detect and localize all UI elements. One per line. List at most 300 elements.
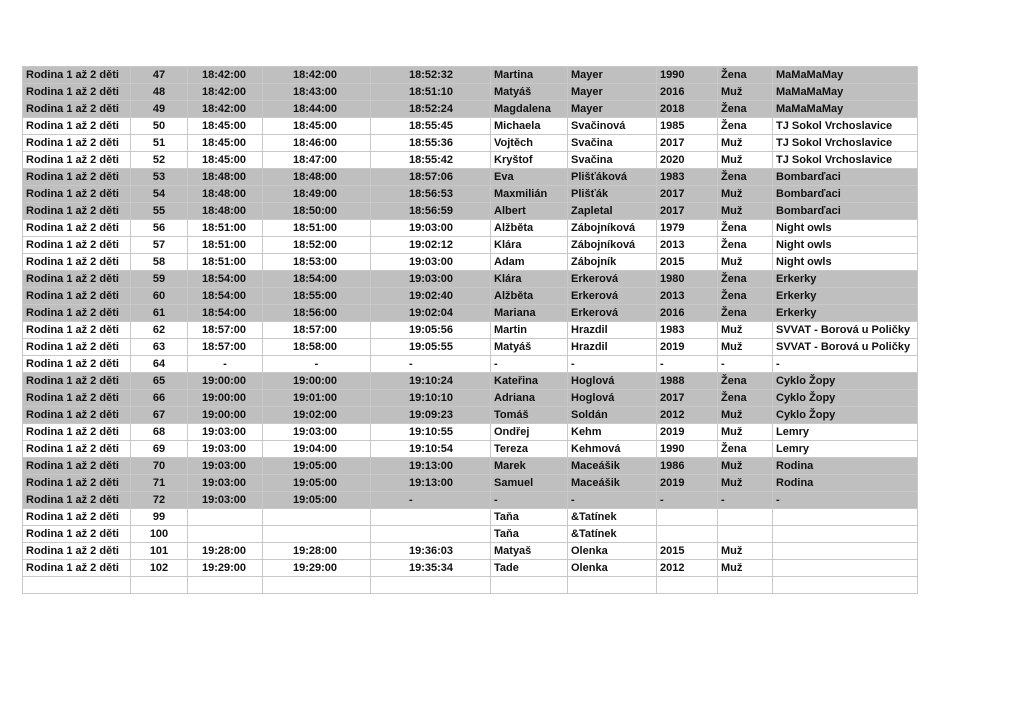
table-row bbox=[23, 84, 918, 101]
start-time-cell: 18:51:00 bbox=[188, 237, 263, 254]
birth-year-cell: 2017 bbox=[657, 186, 718, 203]
finish-time-cell: 19:02:12 bbox=[371, 237, 491, 254]
first-name-cell: Marek bbox=[491, 458, 568, 475]
category-cell: Rodina 1 až 2 děti bbox=[23, 424, 131, 441]
last-name-cell: Plišťáková bbox=[568, 169, 657, 186]
first-name-cell: - bbox=[491, 492, 568, 509]
first-name-cell: Matyaš bbox=[491, 543, 568, 560]
finish-time-cell: 19:10:54 bbox=[371, 441, 491, 458]
results-table-body bbox=[23, 67, 918, 594]
gender-cell: Muž bbox=[718, 254, 773, 271]
start-time-cell: 18:51:00 bbox=[188, 254, 263, 271]
birth-year-cell: 2017 bbox=[657, 390, 718, 407]
birth-year-cell: 2017 bbox=[657, 203, 718, 220]
category-cell: Rodina 1 až 2 děti bbox=[23, 220, 131, 237]
team-cell: Bombarďaci bbox=[773, 186, 918, 203]
category-cell: Rodina 1 až 2 děti bbox=[23, 203, 131, 220]
team-cell: MaMaMaMay bbox=[773, 84, 918, 101]
team-cell: Night owls bbox=[773, 220, 918, 237]
finish-time-cell: 18:55:36 bbox=[371, 135, 491, 152]
team-cell: Cyklo Žopy bbox=[773, 390, 918, 407]
bib-number-cell: 52 bbox=[131, 152, 188, 169]
birth-year-cell: 2019 bbox=[657, 339, 718, 356]
gender-cell: Žena bbox=[718, 373, 773, 390]
table-row bbox=[23, 135, 918, 152]
table-row bbox=[23, 101, 918, 118]
start-time-cell: 19:00:00 bbox=[188, 390, 263, 407]
actual-start-cell: 19:05:00 bbox=[263, 458, 371, 475]
last-name-cell: Zapletal bbox=[568, 203, 657, 220]
bib-number-cell: 59 bbox=[131, 271, 188, 288]
last-name-cell: Kehm bbox=[568, 424, 657, 441]
first-name-cell: Klára bbox=[491, 271, 568, 288]
gender-cell: Žena bbox=[718, 118, 773, 135]
first-name-cell: Vojtěch bbox=[491, 135, 568, 152]
finish-time-cell: 19:03:00 bbox=[371, 220, 491, 237]
table-row bbox=[23, 475, 918, 492]
category-cell: Rodina 1 až 2 děti bbox=[23, 322, 131, 339]
bib-number-cell: 49 bbox=[131, 101, 188, 118]
category-cell: Rodina 1 až 2 děti bbox=[23, 356, 131, 373]
gender-cell: Muž bbox=[718, 475, 773, 492]
category-cell: Rodina 1 až 2 děti bbox=[23, 543, 131, 560]
table-row bbox=[23, 458, 918, 475]
start-time-cell bbox=[188, 509, 263, 526]
category-cell: Rodina 1 až 2 děti bbox=[23, 339, 131, 356]
start-time-cell: 18:42:00 bbox=[188, 67, 263, 84]
team-cell: Night owls bbox=[773, 254, 918, 271]
bib-number-cell: 53 bbox=[131, 169, 188, 186]
table-row bbox=[23, 254, 918, 271]
team-cell bbox=[773, 543, 918, 560]
finish-time-cell: - bbox=[371, 492, 491, 509]
team-cell bbox=[773, 577, 918, 594]
actual-start-cell bbox=[263, 526, 371, 543]
finish-time-cell: 19:13:00 bbox=[371, 475, 491, 492]
first-name-cell: Klára bbox=[491, 237, 568, 254]
first-name-cell: Taňa bbox=[491, 509, 568, 526]
table-row bbox=[23, 203, 918, 220]
bib-number-cell: 62 bbox=[131, 322, 188, 339]
last-name-cell: Erkerová bbox=[568, 271, 657, 288]
last-name-cell: Hoglová bbox=[568, 390, 657, 407]
table-row bbox=[23, 441, 918, 458]
bib-number-cell: 63 bbox=[131, 339, 188, 356]
bib-number-cell: 65 bbox=[131, 373, 188, 390]
actual-start-cell: 18:55:00 bbox=[263, 288, 371, 305]
first-name-cell: Martin bbox=[491, 322, 568, 339]
gender-cell: - bbox=[718, 356, 773, 373]
category-cell: Rodina 1 až 2 děti bbox=[23, 186, 131, 203]
team-cell: SVVAT - Borová u Poličky bbox=[773, 322, 918, 339]
team-cell: Cyklo Žopy bbox=[773, 373, 918, 390]
first-name-cell: Albert bbox=[491, 203, 568, 220]
gender-cell: Žena bbox=[718, 305, 773, 322]
results-table bbox=[22, 66, 918, 594]
category-cell: Rodina 1 až 2 děti bbox=[23, 390, 131, 407]
birth-year-cell bbox=[657, 509, 718, 526]
finish-time-cell: 18:55:45 bbox=[371, 118, 491, 135]
finish-time-cell: 19:03:00 bbox=[371, 271, 491, 288]
category-cell: Rodina 1 až 2 děti bbox=[23, 67, 131, 84]
actual-start-cell: 19:01:00 bbox=[263, 390, 371, 407]
table-row bbox=[23, 67, 918, 84]
birth-year-cell: 2019 bbox=[657, 424, 718, 441]
finish-time-cell: 19:09:23 bbox=[371, 407, 491, 424]
table-row bbox=[23, 373, 918, 390]
table-row bbox=[23, 186, 918, 203]
team-cell: Bombarďaci bbox=[773, 169, 918, 186]
last-name-cell: Svačina bbox=[568, 152, 657, 169]
category-cell: Rodina 1 až 2 děti bbox=[23, 305, 131, 322]
bib-number-cell: 48 bbox=[131, 84, 188, 101]
category-cell: Rodina 1 až 2 děti bbox=[23, 441, 131, 458]
start-time-cell: 19:00:00 bbox=[188, 407, 263, 424]
last-name-cell: Mayer bbox=[568, 101, 657, 118]
gender-cell: - bbox=[718, 492, 773, 509]
gender-cell: Muž bbox=[718, 186, 773, 203]
bib-number-cell: 50 bbox=[131, 118, 188, 135]
bib-number-cell: 51 bbox=[131, 135, 188, 152]
birth-year-cell: 1979 bbox=[657, 220, 718, 237]
bib-number-cell: 55 bbox=[131, 203, 188, 220]
birth-year-cell: 2013 bbox=[657, 237, 718, 254]
start-time-cell: 18:54:00 bbox=[188, 288, 263, 305]
finish-time-cell: 19:13:00 bbox=[371, 458, 491, 475]
birth-year-cell: 1983 bbox=[657, 322, 718, 339]
finish-time-cell: 19:05:56 bbox=[371, 322, 491, 339]
gender-cell: Muž bbox=[718, 543, 773, 560]
category-cell: Rodina 1 až 2 děti bbox=[23, 237, 131, 254]
start-time-cell bbox=[188, 526, 263, 543]
category-cell: Rodina 1 až 2 děti bbox=[23, 526, 131, 543]
start-time-cell: 18:48:00 bbox=[188, 169, 263, 186]
gender-cell: Muž bbox=[718, 407, 773, 424]
birth-year-cell: 2016 bbox=[657, 84, 718, 101]
first-name-cell: Alžběta bbox=[491, 288, 568, 305]
finish-time-cell: 19:10:10 bbox=[371, 390, 491, 407]
last-name-cell: Soldán bbox=[568, 407, 657, 424]
team-cell: TJ Sokol Vrchoslavice bbox=[773, 152, 918, 169]
table-row bbox=[23, 339, 918, 356]
start-time-cell: 18:48:00 bbox=[188, 186, 263, 203]
finish-time-cell bbox=[371, 526, 491, 543]
team-cell: Lemry bbox=[773, 441, 918, 458]
table-row bbox=[23, 118, 918, 135]
bib-number-cell: 101 bbox=[131, 543, 188, 560]
gender-cell: Žena bbox=[718, 220, 773, 237]
last-name-cell: Hoglová bbox=[568, 373, 657, 390]
actual-start-cell: 18:47:00 bbox=[263, 152, 371, 169]
last-name-cell: Kehmová bbox=[568, 441, 657, 458]
birth-year-cell: 2015 bbox=[657, 543, 718, 560]
category-cell: Rodina 1 až 2 děti bbox=[23, 101, 131, 118]
finish-time-cell: 19:10:55 bbox=[371, 424, 491, 441]
start-time-cell: 18:54:00 bbox=[188, 271, 263, 288]
table-row bbox=[23, 560, 918, 577]
bib-number-cell: 66 bbox=[131, 390, 188, 407]
first-name-cell: Alžběta bbox=[491, 220, 568, 237]
last-name-cell: Maceášik bbox=[568, 458, 657, 475]
finish-time-cell: 18:52:24 bbox=[371, 101, 491, 118]
team-cell: Erkerky bbox=[773, 305, 918, 322]
start-time-cell: 18:42:00 bbox=[188, 84, 263, 101]
category-cell: Rodina 1 až 2 děti bbox=[23, 475, 131, 492]
finish-time-cell bbox=[371, 509, 491, 526]
team-cell bbox=[773, 526, 918, 543]
category-cell: Rodina 1 až 2 děti bbox=[23, 288, 131, 305]
gender-cell bbox=[718, 509, 773, 526]
bib-number-cell: 64 bbox=[131, 356, 188, 373]
actual-start-cell: 18:53:00 bbox=[263, 254, 371, 271]
table-row bbox=[23, 492, 918, 509]
gender-cell: Muž bbox=[718, 339, 773, 356]
team-cell: Bombarďaci bbox=[773, 203, 918, 220]
first-name-cell: Tomáš bbox=[491, 407, 568, 424]
first-name-cell: Adam bbox=[491, 254, 568, 271]
team-cell: Cyklo Žopy bbox=[773, 407, 918, 424]
gender-cell: Muž bbox=[718, 560, 773, 577]
gender-cell: Žena bbox=[718, 67, 773, 84]
table-row bbox=[23, 220, 918, 237]
last-name-cell: Svačinová bbox=[568, 118, 657, 135]
team-cell: Erkerky bbox=[773, 288, 918, 305]
finish-time-cell: 19:02:40 bbox=[371, 288, 491, 305]
category-cell bbox=[23, 577, 131, 594]
bib-number-cell: 72 bbox=[131, 492, 188, 509]
birth-year-cell: 1980 bbox=[657, 271, 718, 288]
gender-cell: Muž bbox=[718, 203, 773, 220]
gender-cell: Žena bbox=[718, 101, 773, 118]
actual-start-cell: 18:56:00 bbox=[263, 305, 371, 322]
finish-time-cell: 18:55:42 bbox=[371, 152, 491, 169]
bib-number-cell: 69 bbox=[131, 441, 188, 458]
finish-time-cell: 18:51:10 bbox=[371, 84, 491, 101]
first-name-cell: Mariana bbox=[491, 305, 568, 322]
birth-year-cell: 1986 bbox=[657, 458, 718, 475]
start-time-cell: 19:29:00 bbox=[188, 560, 263, 577]
first-name-cell: Matyáš bbox=[491, 84, 568, 101]
birth-year-cell: 1988 bbox=[657, 373, 718, 390]
team-cell: - bbox=[773, 356, 918, 373]
gender-cell: Žena bbox=[718, 288, 773, 305]
team-cell: - bbox=[773, 492, 918, 509]
table-row bbox=[23, 322, 918, 339]
actual-start-cell: 18:58:00 bbox=[263, 339, 371, 356]
gender-cell: Muž bbox=[718, 458, 773, 475]
gender-cell: Žena bbox=[718, 271, 773, 288]
category-cell: Rodina 1 až 2 děti bbox=[23, 118, 131, 135]
team-cell: Rodina bbox=[773, 475, 918, 492]
finish-time-cell: - bbox=[371, 356, 491, 373]
birth-year-cell: 1990 bbox=[657, 67, 718, 84]
first-name-cell: Tereza bbox=[491, 441, 568, 458]
gender-cell: Muž bbox=[718, 424, 773, 441]
birth-year-cell: 2013 bbox=[657, 288, 718, 305]
table-row bbox=[23, 526, 918, 543]
start-time-cell: 19:03:00 bbox=[188, 492, 263, 509]
first-name-cell: Tade bbox=[491, 560, 568, 577]
finish-time-cell bbox=[371, 577, 491, 594]
gender-cell: Muž bbox=[718, 135, 773, 152]
gender-cell: Žena bbox=[718, 237, 773, 254]
last-name-cell: Mayer bbox=[568, 67, 657, 84]
table-row bbox=[23, 424, 918, 441]
team-cell: Lemry bbox=[773, 424, 918, 441]
last-name-cell: Svačina bbox=[568, 135, 657, 152]
finish-time-cell: 19:10:24 bbox=[371, 373, 491, 390]
team-cell bbox=[773, 509, 918, 526]
category-cell: Rodina 1 až 2 děti bbox=[23, 152, 131, 169]
actual-start-cell: 19:05:00 bbox=[263, 492, 371, 509]
last-name-cell: Zábojník bbox=[568, 254, 657, 271]
actual-start-cell: 18:50:00 bbox=[263, 203, 371, 220]
category-cell: Rodina 1 až 2 děti bbox=[23, 509, 131, 526]
bib-number-cell: 68 bbox=[131, 424, 188, 441]
finish-time-cell: 19:35:34 bbox=[371, 560, 491, 577]
finish-time-cell: 18:56:53 bbox=[371, 186, 491, 203]
actual-start-cell: 18:51:00 bbox=[263, 220, 371, 237]
start-time-cell: 18:45:00 bbox=[188, 135, 263, 152]
team-cell: MaMaMaMay bbox=[773, 101, 918, 118]
bib-number-cell: 61 bbox=[131, 305, 188, 322]
last-name-cell: Erkerová bbox=[568, 305, 657, 322]
finish-time-cell: 18:56:59 bbox=[371, 203, 491, 220]
gender-cell bbox=[718, 577, 773, 594]
start-time-cell: 19:03:00 bbox=[188, 475, 263, 492]
actual-start-cell: 19:03:00 bbox=[263, 424, 371, 441]
bib-number-cell: 56 bbox=[131, 220, 188, 237]
bib-number-cell: 99 bbox=[131, 509, 188, 526]
last-name-cell: Mayer bbox=[568, 84, 657, 101]
category-cell: Rodina 1 až 2 děti bbox=[23, 254, 131, 271]
category-cell: Rodina 1 až 2 děti bbox=[23, 84, 131, 101]
first-name-cell: Ondřej bbox=[491, 424, 568, 441]
table-row bbox=[23, 271, 918, 288]
start-time-cell: 18:57:00 bbox=[188, 322, 263, 339]
last-name-cell: - bbox=[568, 356, 657, 373]
birth-year-cell: 1985 bbox=[657, 118, 718, 135]
gender-cell bbox=[718, 526, 773, 543]
team-cell: Erkerky bbox=[773, 271, 918, 288]
team-cell: SVVAT - Borová u Poličky bbox=[773, 339, 918, 356]
team-cell: TJ Sokol Vrchoslavice bbox=[773, 135, 918, 152]
first-name-cell: Michaela bbox=[491, 118, 568, 135]
category-cell: Rodina 1 až 2 děti bbox=[23, 560, 131, 577]
start-time-cell: 18:51:00 bbox=[188, 220, 263, 237]
gender-cell: Muž bbox=[718, 322, 773, 339]
last-name-cell: Plišťák bbox=[568, 186, 657, 203]
birth-year-cell: 2015 bbox=[657, 254, 718, 271]
last-name-cell: Olenka bbox=[568, 543, 657, 560]
actual-start-cell bbox=[263, 509, 371, 526]
table-row bbox=[23, 169, 918, 186]
start-time-cell bbox=[188, 577, 263, 594]
bib-number-cell: 57 bbox=[131, 237, 188, 254]
gender-cell: Muž bbox=[718, 84, 773, 101]
bib-number-cell: 71 bbox=[131, 475, 188, 492]
first-name-cell: Magdalena bbox=[491, 101, 568, 118]
first-name-cell: Martina bbox=[491, 67, 568, 84]
actual-start-cell: 18:42:00 bbox=[263, 67, 371, 84]
last-name-cell: &Tatínek bbox=[568, 526, 657, 543]
start-time-cell: 18:42:00 bbox=[188, 101, 263, 118]
table-row bbox=[23, 305, 918, 322]
first-name-cell: Eva bbox=[491, 169, 568, 186]
finish-time-cell: 19:05:55 bbox=[371, 339, 491, 356]
team-cell: TJ Sokol Vrchoslavice bbox=[773, 118, 918, 135]
last-name-cell: Erkerová bbox=[568, 288, 657, 305]
category-cell: Rodina 1 až 2 děti bbox=[23, 407, 131, 424]
last-name-cell: Maceášik bbox=[568, 475, 657, 492]
start-time-cell: 19:03:00 bbox=[188, 458, 263, 475]
bib-number-cell: 54 bbox=[131, 186, 188, 203]
start-time-cell: 19:28:00 bbox=[188, 543, 263, 560]
category-cell: Rodina 1 až 2 děti bbox=[23, 373, 131, 390]
start-time-cell: 18:45:00 bbox=[188, 152, 263, 169]
category-cell: Rodina 1 až 2 děti bbox=[23, 458, 131, 475]
category-cell: Rodina 1 až 2 děti bbox=[23, 135, 131, 152]
category-cell: Rodina 1 až 2 děti bbox=[23, 271, 131, 288]
start-time-cell: 18:48:00 bbox=[188, 203, 263, 220]
birth-year-cell: 2019 bbox=[657, 475, 718, 492]
finish-time-cell: 19:02:04 bbox=[371, 305, 491, 322]
gender-cell: Žena bbox=[718, 441, 773, 458]
actual-start-cell: - bbox=[263, 356, 371, 373]
last-name-cell: - bbox=[568, 492, 657, 509]
bib-number-cell: 70 bbox=[131, 458, 188, 475]
first-name-cell: Samuel bbox=[491, 475, 568, 492]
bib-number-cell: 102 bbox=[131, 560, 188, 577]
start-time-cell: 18:45:00 bbox=[188, 118, 263, 135]
team-cell: Rodina bbox=[773, 458, 918, 475]
finish-time-cell: 19:03:00 bbox=[371, 254, 491, 271]
bib-number-cell bbox=[131, 577, 188, 594]
gender-cell: Žena bbox=[718, 390, 773, 407]
last-name-cell: Zábojníková bbox=[568, 220, 657, 237]
birth-year-cell: 2017 bbox=[657, 135, 718, 152]
table-row bbox=[23, 509, 918, 526]
birth-year-cell: 2016 bbox=[657, 305, 718, 322]
actual-start-cell: 18:57:00 bbox=[263, 322, 371, 339]
birth-year-cell: - bbox=[657, 356, 718, 373]
first-name-cell bbox=[491, 577, 568, 594]
last-name-cell: Hrazdil bbox=[568, 322, 657, 339]
actual-start-cell: 18:45:00 bbox=[263, 118, 371, 135]
last-name-cell: &Tatínek bbox=[568, 509, 657, 526]
last-name-cell: Hrazdil bbox=[568, 339, 657, 356]
actual-start-cell: 18:43:00 bbox=[263, 84, 371, 101]
start-time-cell: 18:57:00 bbox=[188, 339, 263, 356]
table-row bbox=[23, 390, 918, 407]
birth-year-cell bbox=[657, 526, 718, 543]
start-time-cell: - bbox=[188, 356, 263, 373]
actual-start-cell: 19:29:00 bbox=[263, 560, 371, 577]
bib-number-cell: 67 bbox=[131, 407, 188, 424]
finish-time-cell: 18:57:06 bbox=[371, 169, 491, 186]
birth-year-cell: 2012 bbox=[657, 407, 718, 424]
first-name-cell: Adriana bbox=[491, 390, 568, 407]
table-row bbox=[23, 577, 918, 594]
table-row bbox=[23, 288, 918, 305]
team-cell: Night owls bbox=[773, 237, 918, 254]
actual-start-cell: 19:00:00 bbox=[263, 373, 371, 390]
start-time-cell: 19:03:00 bbox=[188, 441, 263, 458]
start-time-cell: 19:00:00 bbox=[188, 373, 263, 390]
category-cell: Rodina 1 až 2 děti bbox=[23, 169, 131, 186]
birth-year-cell: 2018 bbox=[657, 101, 718, 118]
actual-start-cell: 19:05:00 bbox=[263, 475, 371, 492]
